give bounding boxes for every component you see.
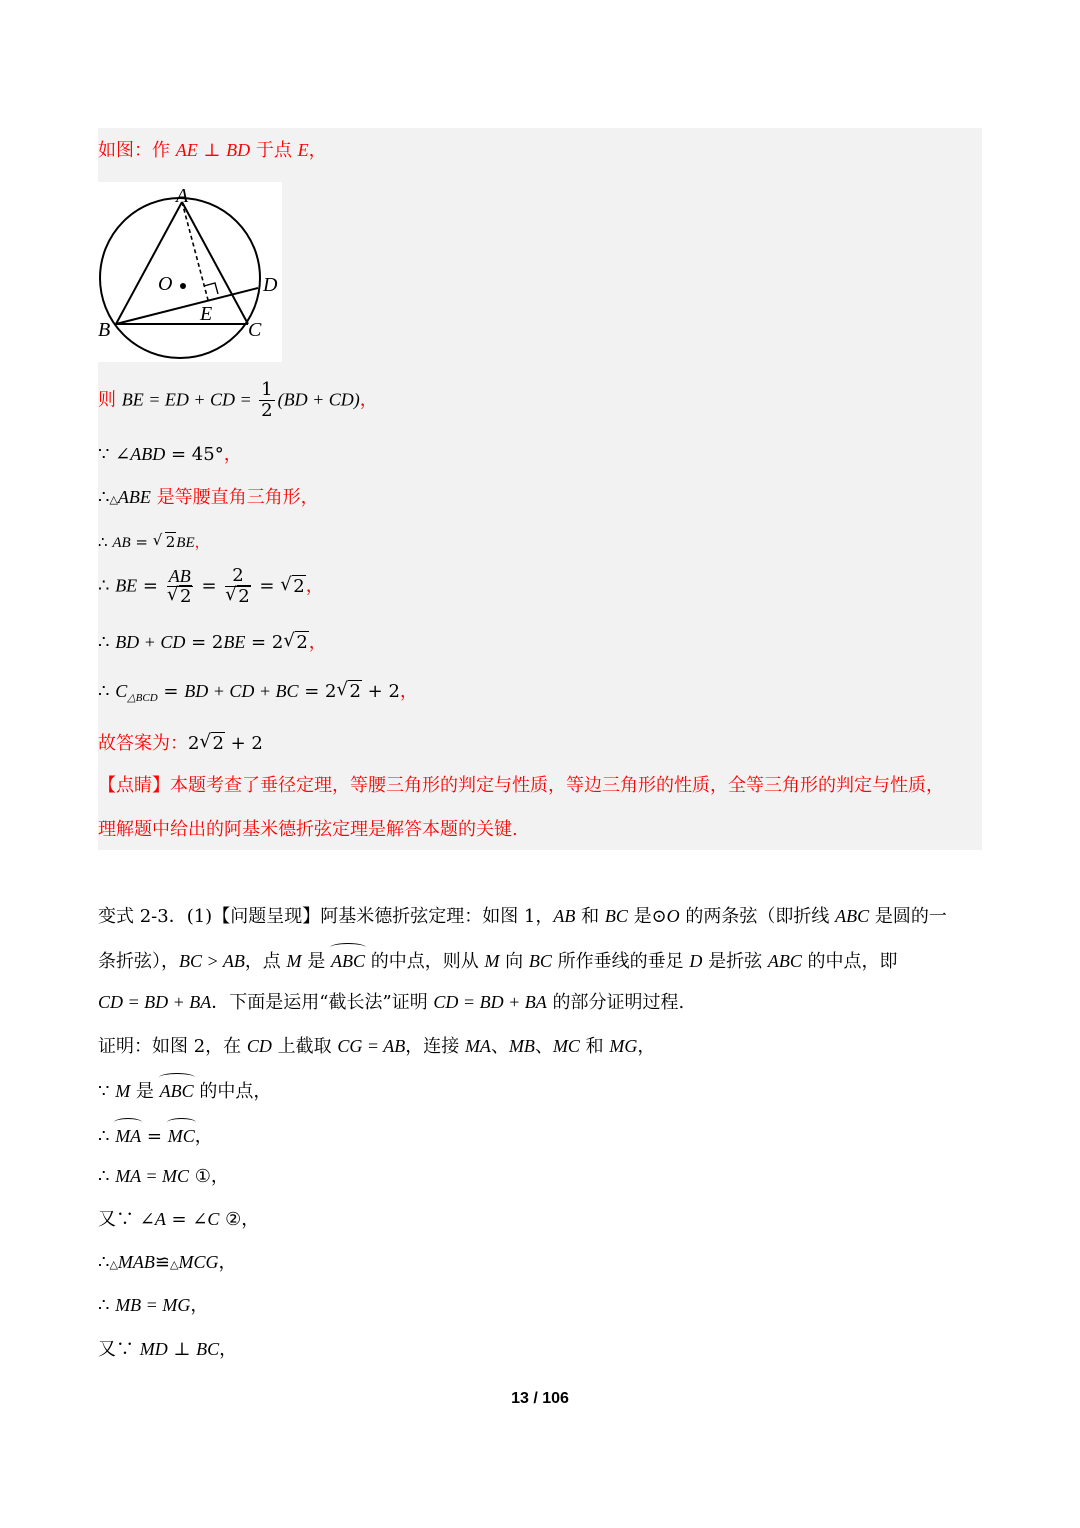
page-number: 13 / 106 — [511, 1390, 569, 1407]
solution-line-1: 如图：作 AE ⊥ BD 于点 E， — [98, 140, 327, 161]
label-a: A — [176, 185, 189, 207]
solution-line-3: ∵ ∠ABD = 45°， — [98, 444, 242, 465]
label-e: E — [200, 303, 213, 325]
problem-line-5: ∵ M 是 ABC 的中点， — [98, 1077, 271, 1104]
problem-line-7: ∴ MA = MC ①， — [98, 1166, 229, 1187]
problem-line-2: 条折弦），BC > AB，点 M 是 ABC 的中点，则从 M 向 BC 所作垂线的垂足 D 是折弦 ABC 的中点，即 — [98, 947, 898, 974]
segment-bd — [116, 288, 258, 324]
problem-line-11: 又∵ MD ⊥ BC， — [98, 1339, 238, 1360]
solution-line-9: 故答案为：2√ 2 + 2 — [98, 732, 263, 756]
solution-note-line-1: 【点睛】本题考查了垂径定理，等腰三角形的判定与性质，等边三角形的性质，全等三角形的判定与性质， — [98, 775, 944, 796]
problem-line-10: ∴ MB = MG， — [98, 1295, 209, 1316]
solution-line-6: ∴ BE = AB √ 2 = 2 √ 2 = √ 2， — [98, 566, 324, 607]
solution-line-2: 则 BE = ED + CD = $\frac{1}{2}$ (BD + CD)， — [98, 379, 378, 421]
problem-line-6: ∴ MA = MC， — [98, 1122, 213, 1149]
label-o: O — [158, 273, 173, 295]
problem-line-9: ∴△MAB≌△MCG， — [98, 1252, 237, 1273]
solution-line-5: ∴ AB = √ 2BE， — [98, 530, 210, 555]
problem-line-1: 变式 2-3．(1)【问题呈现】阿基米德折弦定理：如图 1，AB 和 BC 是⊙O 的两条弦（即折线 ABC 是圆的一 — [98, 906, 947, 927]
solution-line-4: ∴△ABE 是等腰直角三角形， — [98, 487, 319, 508]
problem-line-4: 证明：如图 2，在 CD 上截取 CG = AB，连接 MA、MB、MC 和 MG， — [98, 1036, 656, 1057]
center-dot — [180, 283, 186, 289]
label-d: D — [263, 274, 278, 296]
label-b: B — [98, 319, 111, 341]
solution-line-8: ∴ $C_{\triangle BCD}$ = BD + CD + BC = 2√ 2 + 2， — [98, 679, 418, 710]
solution-line-7: ∴ BD + CD = 2BE = 2√ 2， — [98, 630, 327, 655]
solution-note-line-2: 理解题中给出的阿基米德折弦定理是解答本题的关键. — [98, 819, 518, 840]
problem-line-3: CD = BD + BA．下面是运用“截长法”证明 CD = BD + BA 的部分证明过程. — [98, 992, 685, 1013]
circle-outline — [100, 198, 260, 358]
label-c: C — [248, 319, 262, 341]
circle-diagram — [98, 182, 282, 362]
problem-line-8: 又∵ ∠A = ∠C ②， — [98, 1209, 260, 1230]
